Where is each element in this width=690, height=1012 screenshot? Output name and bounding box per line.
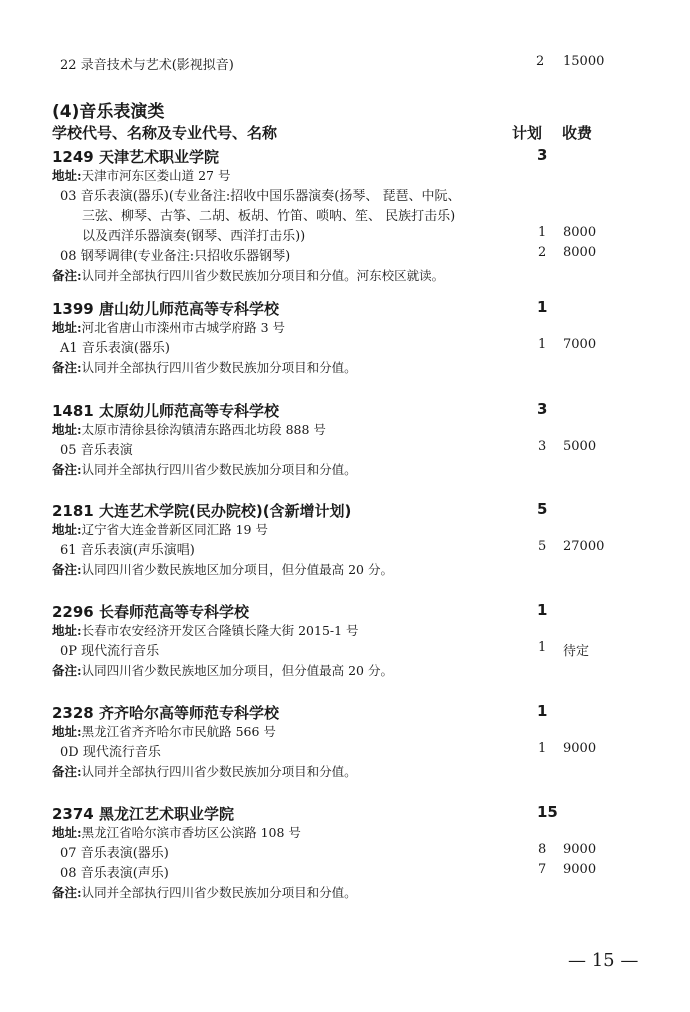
school-code: 1481 [52, 402, 94, 420]
major-name-line: 音乐表演(声乐演唱) [80, 543, 195, 558]
major-row [60, 245, 290, 264]
school-address [52, 419, 326, 438]
address-text: 天津市河东区娄山道 27 号 [81, 168, 231, 183]
major-row [60, 741, 161, 760]
major-code: 0P [60, 644, 78, 659]
school-address [52, 165, 230, 184]
school-code: 2328 [52, 704, 94, 722]
section-title: (4)音乐表演类 [52, 102, 165, 122]
major-code: 03 [60, 189, 77, 204]
major-code: 22 [60, 58, 77, 73]
major-row [82, 205, 455, 224]
major-name-line: 钢琴调律(专业备注:只招收乐器钢琴) [80, 249, 291, 264]
major-code: 05 [60, 443, 77, 458]
major-name-line: 现代流行音乐 [81, 644, 160, 659]
major-name-line: 音乐表演(声乐) [80, 866, 169, 881]
address-label: 地址: [52, 168, 82, 183]
address-text: 长春市农安经济开发区合隆镇长隆大街 2015-1 号 [81, 623, 359, 638]
major-plan: 1 [538, 337, 547, 352]
note-text: 认同并全部执行四川省少数民族加分项目和分值。 [81, 360, 357, 375]
note-text: 认同并全部执行四川省少数民族加分项目和分值。 [81, 462, 357, 477]
school-plan-total: 3 [537, 146, 548, 164]
school-address [52, 317, 285, 336]
major-fee: 15000 [563, 54, 605, 69]
major-name-line: 音乐表演(器乐)(专业备注:招收中国乐器演奏(扬琴、 琵琶、中阮、 [80, 189, 461, 204]
major-row [60, 185, 461, 204]
column-header-school: 学校代号、名称及专业代号、名称 [52, 124, 278, 142]
school-code: 2181 [52, 502, 94, 520]
note-label: 备注: [52, 885, 82, 900]
school-note [52, 559, 393, 578]
address-text: 河北省唐山市滦州市古城学府路 3 号 [81, 320, 286, 335]
note-label: 备注: [52, 360, 82, 375]
address-label: 地址: [52, 623, 82, 638]
major-plan: 1 [538, 741, 547, 756]
school-name: 天津艺术职业学院 [98, 148, 219, 166]
note-text: 认同四川省少数民族地区加分项目，但分值最高 20 分。 [81, 663, 393, 678]
major-plan: 5 [538, 539, 547, 554]
school-note [52, 882, 357, 901]
address-text: 太原市清徐县徐沟镇清东路西北坊段 888 号 [81, 422, 326, 437]
major-name-line: 三弦、柳琴、古筝、二胡、板胡、竹笛、唢呐、笙、 民族打击乐) [82, 209, 456, 224]
major-code: 61 [60, 543, 77, 558]
school-name: 唐山幼儿师范高等专科学校 [98, 300, 279, 318]
school-address [52, 822, 301, 841]
note-label: 备注: [52, 764, 82, 779]
school-name: 长春师范高等专科学校 [98, 603, 249, 621]
major-row [60, 640, 159, 659]
major-row [60, 539, 195, 558]
note-text: 认同并全部执行四川省少数民族加分项目和分值。 [81, 764, 357, 779]
major-row [60, 337, 170, 356]
school-note [52, 660, 393, 679]
major-fee: 9000 [563, 741, 597, 756]
major-plan: 8 [538, 842, 547, 857]
address-text: 黑龙江省哈尔滨市香坊区公滨路 108 号 [81, 825, 301, 840]
column-header-fee: 收费 [562, 124, 593, 142]
page-number: — 15 — [568, 950, 639, 971]
major-code: A1 [60, 341, 78, 356]
major-code: 0D [60, 745, 79, 760]
note-text: 认同并全部执行四川省少数民族加分项目和分值。河东校区就读。 [81, 268, 445, 283]
school-name: 太原幼儿师范高等专科学校 [98, 402, 279, 420]
major-name: 录音技术与艺术(影视拟音) [80, 58, 234, 73]
major-fee: 7000 [563, 337, 597, 352]
major-fee: 8000 [563, 245, 597, 260]
school-header [52, 400, 279, 421]
school-note [52, 357, 357, 376]
major-plan: 7 [538, 862, 547, 877]
major-fee: 5000 [563, 439, 597, 454]
school-plan-total: 3 [537, 400, 548, 418]
note-label: 备注: [52, 663, 82, 678]
address-label: 地址: [52, 422, 82, 437]
major-row [82, 225, 305, 244]
major-fee: 9000 [563, 842, 597, 857]
major-row [60, 842, 169, 861]
address-label: 地址: [52, 522, 82, 537]
school-name: 大连艺术学院(民办院校)(含新增计划) [98, 502, 352, 520]
major-name-line: 以及西洋乐器演奏(钢琴、西洋打击乐)) [82, 229, 306, 244]
school-name: 黑龙江艺术职业学院 [98, 805, 234, 823]
school-header [52, 601, 249, 622]
major-code: 08 [60, 866, 77, 881]
school-plan-total: 15 [537, 803, 558, 821]
major-code: 08 [60, 249, 77, 264]
school-name: 齐齐哈尔高等师范专科学校 [98, 704, 279, 722]
school-header [52, 298, 279, 319]
major-plan: 2 [536, 54, 545, 69]
major-fee: 9000 [563, 862, 597, 877]
major-fee: 8000 [563, 225, 597, 240]
major-row [60, 439, 133, 458]
school-address [52, 721, 276, 740]
school-address [52, 519, 268, 538]
address-label: 地址: [52, 320, 82, 335]
school-code: 1249 [52, 148, 94, 166]
note-text: 认同并全部执行四川省少数民族加分项目和分值。 [81, 885, 357, 900]
school-header [52, 500, 351, 521]
major-plan: 2 [538, 245, 547, 260]
school-plan-total: 1 [537, 702, 548, 720]
column-header-plan: 计划 [512, 124, 543, 142]
major-row [60, 862, 169, 881]
school-code: 2296 [52, 603, 94, 621]
major-plan: 1 [538, 640, 547, 655]
major-plan: 3 [538, 439, 547, 454]
note-label: 备注: [52, 268, 82, 283]
school-plan-total: 1 [537, 298, 548, 316]
note-label: 备注: [52, 562, 82, 577]
school-plan-total: 5 [537, 500, 548, 518]
major-plan: 1 [538, 225, 547, 240]
school-note [52, 761, 357, 780]
note-label: 备注: [52, 462, 82, 477]
school-header [52, 702, 279, 723]
major-name-line: 音乐表演(器乐) [81, 341, 170, 356]
major-name-line: 音乐表演 [80, 443, 133, 458]
school-header [52, 146, 219, 167]
top-major-row [60, 54, 234, 73]
major-name-line: 音乐表演(器乐) [80, 846, 169, 861]
major-code: 07 [60, 846, 77, 861]
major-fee: 27000 [563, 539, 605, 554]
school-plan-total: 1 [537, 601, 548, 619]
address-label: 地址: [52, 724, 82, 739]
note-text: 认同四川省少数民族地区加分项目，但分值最高 20 分。 [81, 562, 393, 577]
major-fee: 待定 [563, 644, 590, 659]
major-name-line: 现代流行音乐 [82, 745, 161, 760]
school-code: 2374 [52, 805, 94, 823]
school-note [52, 459, 357, 478]
school-note [52, 265, 444, 284]
school-address [52, 620, 359, 639]
school-code: 1399 [52, 300, 94, 318]
address-text: 黑龙江省齐齐哈尔市民航路 566 号 [81, 724, 276, 739]
address-label: 地址: [52, 825, 82, 840]
address-text: 辽宁省大连金普新区同汇路 19 号 [81, 522, 268, 537]
school-header [52, 803, 234, 824]
